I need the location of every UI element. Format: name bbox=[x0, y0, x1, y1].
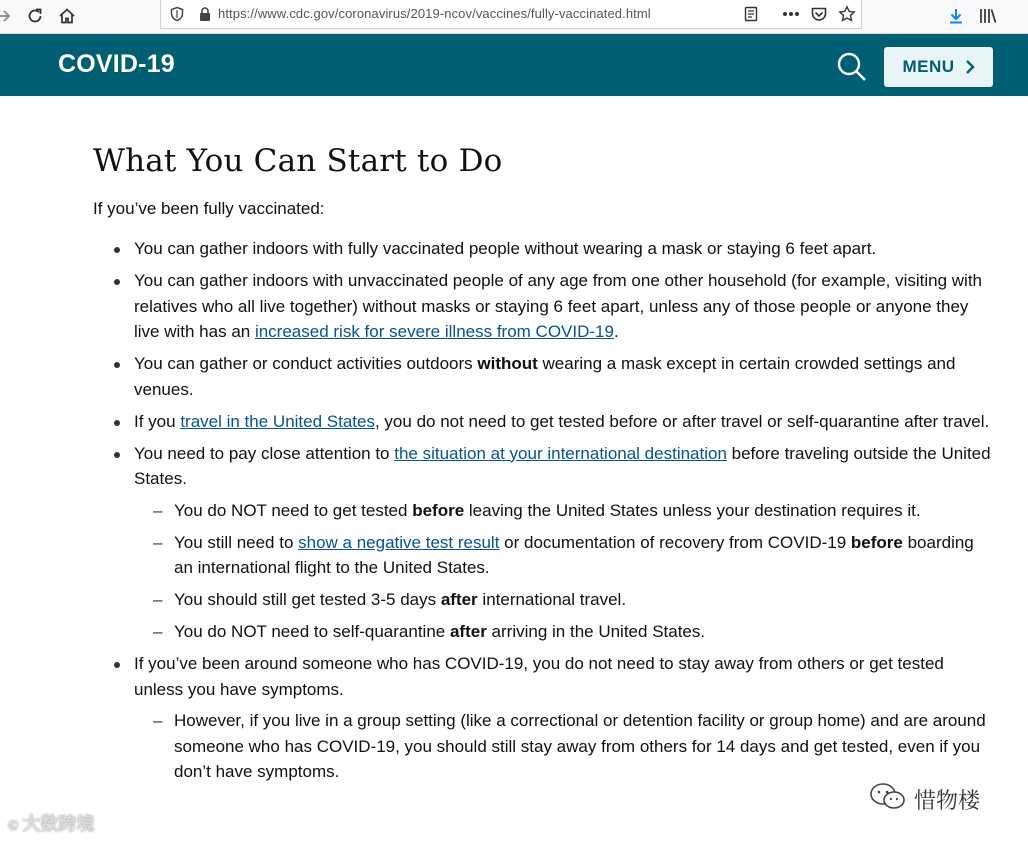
list-item: If you travel in the United States, you do not need to get tested before or after travel or self-quarantine after travel. bbox=[93, 409, 993, 435]
sub-list-item: – You do NOT need to self-quarantine after arriving in the United States. bbox=[134, 619, 993, 645]
sub-list-item: – However, if you live in a group setting (like a correctional or detention facility or group home) and are around someone who has COVID-19, you should still stay away from others for 14 days and get tested, even if you don’t have symptoms. bbox=[134, 708, 993, 785]
guidance-list bbox=[93, 236, 993, 791]
page-heading: What You Can Start to Do bbox=[93, 143, 503, 179]
sub-list-item: – You do NOT need to get tested before leaving the United States unless your destination requires it. bbox=[134, 498, 993, 524]
exposure-sublist bbox=[134, 708, 993, 785]
site-header bbox=[0, 34, 1028, 96]
sub-list-item: – You should still get tested 3-5 days after international travel. bbox=[134, 587, 993, 613]
domestic-travel-link[interactable]: travel in the United States bbox=[180, 411, 375, 431]
wechat-icon bbox=[868, 781, 908, 817]
star-icon[interactable] bbox=[835, 2, 859, 26]
list-item: You can gather or conduct activities outdoors without wearing a mask except in certain crowded settings and venues. bbox=[93, 351, 993, 402]
sub-list-item: – You still need to show a negative test result or documentation of recovery from COVID-19 before boarding an international flight to the United States. bbox=[134, 530, 993, 581]
severe-illness-link[interactable]: increased risk for severe illness from COVID-19 bbox=[254, 322, 614, 341]
negative-test-link[interactable]: show a negative test result bbox=[298, 532, 500, 552]
international-sublist bbox=[134, 498, 993, 645]
search-icon[interactable] bbox=[836, 51, 868, 83]
watermark-logo-icon: © bbox=[8, 817, 19, 833]
chevron-right-icon bbox=[965, 59, 975, 75]
list-item: You can gather indoors with unvaccinated people of any age from one other household (for example, visiting with relatives who all live together) without masks or staying 6 feet apart, unless any of those people or anyone they live with has an increased risk for severe illness from COVID-19. bbox=[93, 268, 993, 345]
more-icon[interactable] bbox=[779, 2, 803, 26]
download-icon[interactable] bbox=[944, 4, 968, 28]
browser-toolbar bbox=[0, 0, 1028, 34]
arrow-right-icon[interactable] bbox=[0, 4, 16, 28]
library-icon[interactable] bbox=[976, 4, 1000, 28]
home-icon[interactable] bbox=[55, 4, 79, 28]
menu-button[interactable] bbox=[884, 47, 993, 87]
menu-label: MENU bbox=[902, 57, 955, 76]
list-item: If you’ve been around someone who has COVID-19, you do not need to stay away from others or get tested unless you have symptoms. – However, if you live in a group setting (like a correctional or detention facility or group home) and are around someone who has COVID-19, you should still stay away from others for 14 days and get tested, even if you don’t have symptoms. bbox=[93, 651, 993, 785]
watermark-left: © 大数跨境 bbox=[8, 814, 95, 834]
international-destination-link[interactable]: the situation at your international destination bbox=[394, 443, 727, 463]
url-bar[interactable] bbox=[160, 0, 862, 29]
list-item: You need to pay close attention to the situation at your international destination before traveling outside the United States. – You do NOT need to get tested before leaving the United States unless your destination requires it. – You still need to show a negative test result or documentation of recovery from COVID-19 before boarding an international flight to the United States. – You should still get tested 3-5 days after international travel. – You do NOT need to self-quarantine after arriving in the United States. bbox=[93, 441, 993, 645]
reload-icon[interactable] bbox=[23, 4, 47, 28]
reader-view-icon[interactable] bbox=[739, 2, 763, 26]
tracking-shield-icon[interactable] bbox=[165, 2, 189, 26]
intro-text: If you’ve been fully vaccinated: bbox=[93, 199, 325, 218]
url-text[interactable]: https://www.cdc.gov/coronavirus/2019-ncov/vaccines/fully-vaccinated.html bbox=[218, 6, 651, 21]
pocket-icon[interactable] bbox=[807, 2, 831, 26]
lock-icon[interactable] bbox=[193, 2, 217, 26]
list-item: You can gather indoors with fully vaccinated people without wearing a mask or staying 6 feet apart. bbox=[93, 236, 993, 262]
site-title[interactable]: COVID-19 bbox=[58, 50, 175, 78]
watermark-right: 惜物楼 bbox=[868, 781, 980, 817]
